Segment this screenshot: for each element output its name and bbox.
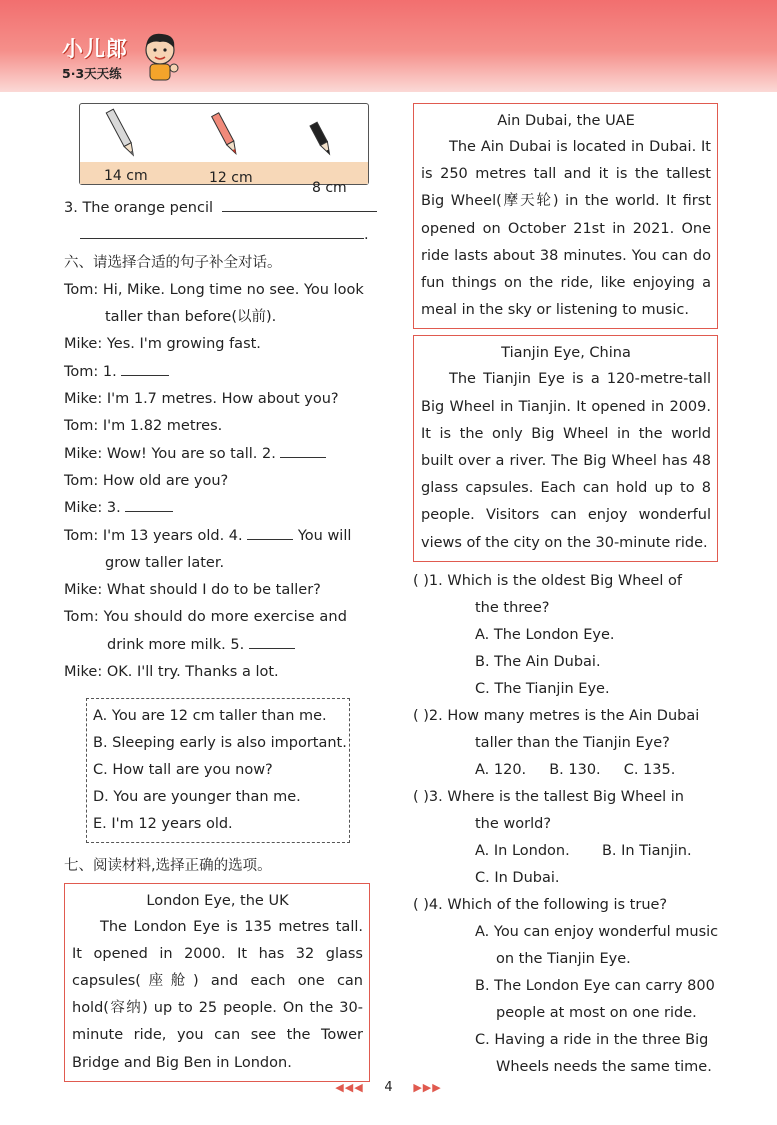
right-arrows-icon: ▶▶▶	[413, 1081, 442, 1094]
pencil-figure	[79, 103, 369, 196]
speaker: Tom:	[64, 418, 99, 435]
ain-dubai-box	[413, 103, 718, 329]
option-a: A. You are 12 cm taller than me.	[93, 708, 327, 725]
speaker: Tom:	[64, 363, 99, 380]
left-arrows-icon: ◀◀◀	[335, 1081, 364, 1094]
london-eye-body: The London Eye is 135 metres tall. It opened in 2000. It has 32 glass capsules(座舱) and each one can hold(容纳) up to 25 people. On the 30-minute ride, you can see the Tower Bridge and Big Ben in London.	[72, 918, 363, 1071]
tianjin-eye-text	[421, 366, 711, 556]
question-1-cont: the three?	[475, 599, 550, 616]
answer-blank-4[interactable]	[247, 526, 293, 540]
dialog-line	[64, 331, 374, 358]
dialog-line	[64, 441, 374, 468]
speaker: Tom:	[64, 527, 99, 544]
tianjin-eye-box	[413, 335, 718, 561]
dialog-line	[64, 550, 374, 577]
black-pencil-icon	[292, 118, 352, 162]
ain-dubai-title: Ain Dubai, the UAE	[497, 113, 635, 129]
grey-pencil-icon	[92, 106, 152, 162]
question-2[interactable]: ( )2. How many metres is the Ain Dubai	[413, 707, 700, 724]
q3-option-a[interactable]: A. In London.	[475, 842, 570, 859]
answer-blank[interactable]	[80, 225, 364, 239]
section6-title: 六、请选择合适的句子补全对话。	[64, 254, 282, 271]
q4-option-a[interactable]: A. You can enjoy wonderful music	[475, 923, 719, 940]
pencil-length-3: 8 cm	[312, 180, 347, 196]
q4-option-b[interactable]: B. The London Eye can carry 800	[475, 977, 715, 994]
dialog-text: How old are you?	[102, 472, 229, 489]
dialog-text: 1.	[102, 363, 117, 380]
dialog-line	[64, 577, 374, 604]
answer-blank-1[interactable]	[121, 362, 169, 376]
questions	[413, 568, 720, 1081]
logo-sub: 5·3天天练	[62, 66, 122, 81]
dialog-text: I'm 1.82 metres.	[102, 418, 223, 435]
question-2-cont: taller than the Tianjin Eye?	[475, 734, 670, 751]
answer-blank[interactable]	[222, 198, 377, 212]
dialog-line	[64, 359, 374, 386]
answer-blank-5[interactable]	[249, 635, 295, 649]
black-pencil	[292, 118, 352, 196]
question-4[interactable]: ( )4. Which of the following is true?	[413, 896, 668, 913]
q3-orange-label: 3. The orange pencil	[64, 200, 214, 216]
dialog-text: grow taller later.	[105, 554, 225, 571]
mascot-icon	[138, 30, 182, 82]
dialog-text: I'm 1.7 metres. How about you?	[106, 391, 339, 408]
ain-dubai-text	[421, 134, 711, 324]
q3-options	[413, 838, 720, 865]
speaker: Mike:	[64, 445, 103, 462]
dialog-line	[64, 304, 374, 331]
dialog-text: 3.	[106, 500, 121, 517]
q1-option-a[interactable]: A. The London Eye.	[475, 626, 615, 643]
grey-pencil	[92, 106, 152, 184]
speaker: Mike:	[64, 336, 103, 353]
option-d: D. You are younger than me.	[93, 789, 301, 806]
orange-pencil	[196, 108, 256, 186]
footer	[0, 1080, 777, 1095]
ain-dubai-body: The Ain Dubai is located in Dubai. It is 250 metres tall and it is the tallest Big Wheel(摩天轮) in the world. It first opened on October 21st in 2021. One ride lasts about 38 minutes. You can do fun things on the ride, like enjoying a meal in the sky or listening to music.	[421, 139, 711, 319]
london-eye-title: London Eye, the UK	[146, 892, 289, 909]
tianjin-eye-body: The Tianjin Eye is a 120-metre-tall Big Wheel in Tianjin. It opened in 2009. It is the only Big Wheel in the world built over a river. The Big Wheel has 48 glass capsules. Each can hold up to 8 people. Visitors can enjoy wonderful views of the city on the 30-minute ride.	[421, 371, 711, 551]
dialog-text: taller than before(以前).	[105, 309, 277, 326]
dialog-line	[64, 468, 374, 495]
dialog-line	[64, 386, 374, 413]
dialog-text: Hi, Mike. Long time no see. You look	[102, 281, 364, 298]
speaker: Tom:	[64, 609, 99, 626]
dialog-text: I'm 13 years old. 4.	[102, 527, 243, 544]
dialog-line	[64, 523, 374, 550]
q4-option-c-cont: Wheels needs the same time.	[496, 1058, 712, 1075]
question-1[interactable]: ( )1. Which is the oldest Big Wheel of	[413, 572, 682, 589]
q4-option-b-cont: people at most on one ride.	[496, 1004, 697, 1021]
q2-option-b[interactable]: B. 130.	[549, 761, 601, 778]
right-column	[413, 103, 720, 1081]
orange-pencil-icon	[196, 108, 256, 162]
logo	[62, 33, 128, 82]
q3-orange-pencil	[64, 195, 374, 222]
dialog-line	[64, 659, 374, 686]
dialog-line	[64, 604, 374, 631]
dialog-text: Yes. I'm growing fast.	[106, 336, 261, 353]
q1-option-c[interactable]: C. The Tianjin Eye.	[475, 680, 610, 697]
london-eye-box	[64, 883, 370, 1082]
left-column	[64, 103, 374, 1082]
option-b: B. Sleeping early is also important.	[93, 735, 347, 752]
dialog-text: drink more milk. 5.	[107, 636, 245, 653]
dialog-tail: You will	[297, 527, 352, 544]
speaker: Mike:	[64, 664, 103, 681]
question-3-cont: the world?	[475, 815, 552, 832]
dialog-text: OK. I'll try. Thanks a lot.	[106, 664, 279, 681]
page-number: 4	[384, 1080, 393, 1095]
q4-option-c[interactable]: C. Having a ride in the three Big	[475, 1031, 709, 1048]
dialog-line	[64, 277, 374, 304]
pencil-length-2: 12 cm	[209, 170, 253, 186]
speaker: Mike:	[64, 582, 103, 599]
answer-line-2: .	[64, 222, 374, 249]
dialog-text: Wow! You are so tall. 2.	[106, 445, 276, 462]
logo-main: 小儿郎	[62, 37, 128, 61]
dialog-text: What should I do to be taller?	[106, 582, 321, 599]
q2-option-c[interactable]: C. 135.	[623, 761, 676, 778]
speaker: Mike:	[64, 500, 103, 517]
tianjin-eye-title: Tianjin Eye, China	[501, 345, 631, 362]
dialog-line	[64, 495, 374, 522]
dialog-line	[64, 413, 374, 440]
option-c: C. How tall are you now?	[93, 762, 273, 779]
pencil-length-1: 14 cm	[104, 168, 148, 184]
q4-option-a-cont: on the Tianjin Eye.	[496, 950, 631, 967]
q1-option-b[interactable]: B. The Ain Dubai.	[475, 653, 601, 670]
answer-blank-2[interactable]	[280, 444, 326, 458]
section7-title: 七、阅读材料,选择正确的选项。	[64, 858, 272, 875]
q3-option-b[interactable]: B. In Tianjin.	[601, 842, 692, 859]
question-3[interactable]: ( )3. Where is the tallest Big Wheel in	[413, 788, 684, 805]
speaker: Mike:	[64, 391, 103, 408]
speaker: Tom:	[64, 281, 99, 298]
london-eye-text	[72, 914, 363, 1077]
answer-blank-3[interactable]	[125, 498, 173, 512]
dialog-text: You should do more exercise and	[103, 609, 348, 626]
option-e: E. I'm 12 years old.	[93, 816, 233, 833]
q3-option-c[interactable]: C. In Dubai.	[475, 869, 560, 886]
options-box	[86, 698, 350, 843]
dialog-line	[64, 632, 374, 659]
speaker: Tom:	[64, 472, 99, 489]
q2-option-a[interactable]: A. 120.	[475, 761, 527, 778]
q2-options	[413, 757, 720, 784]
